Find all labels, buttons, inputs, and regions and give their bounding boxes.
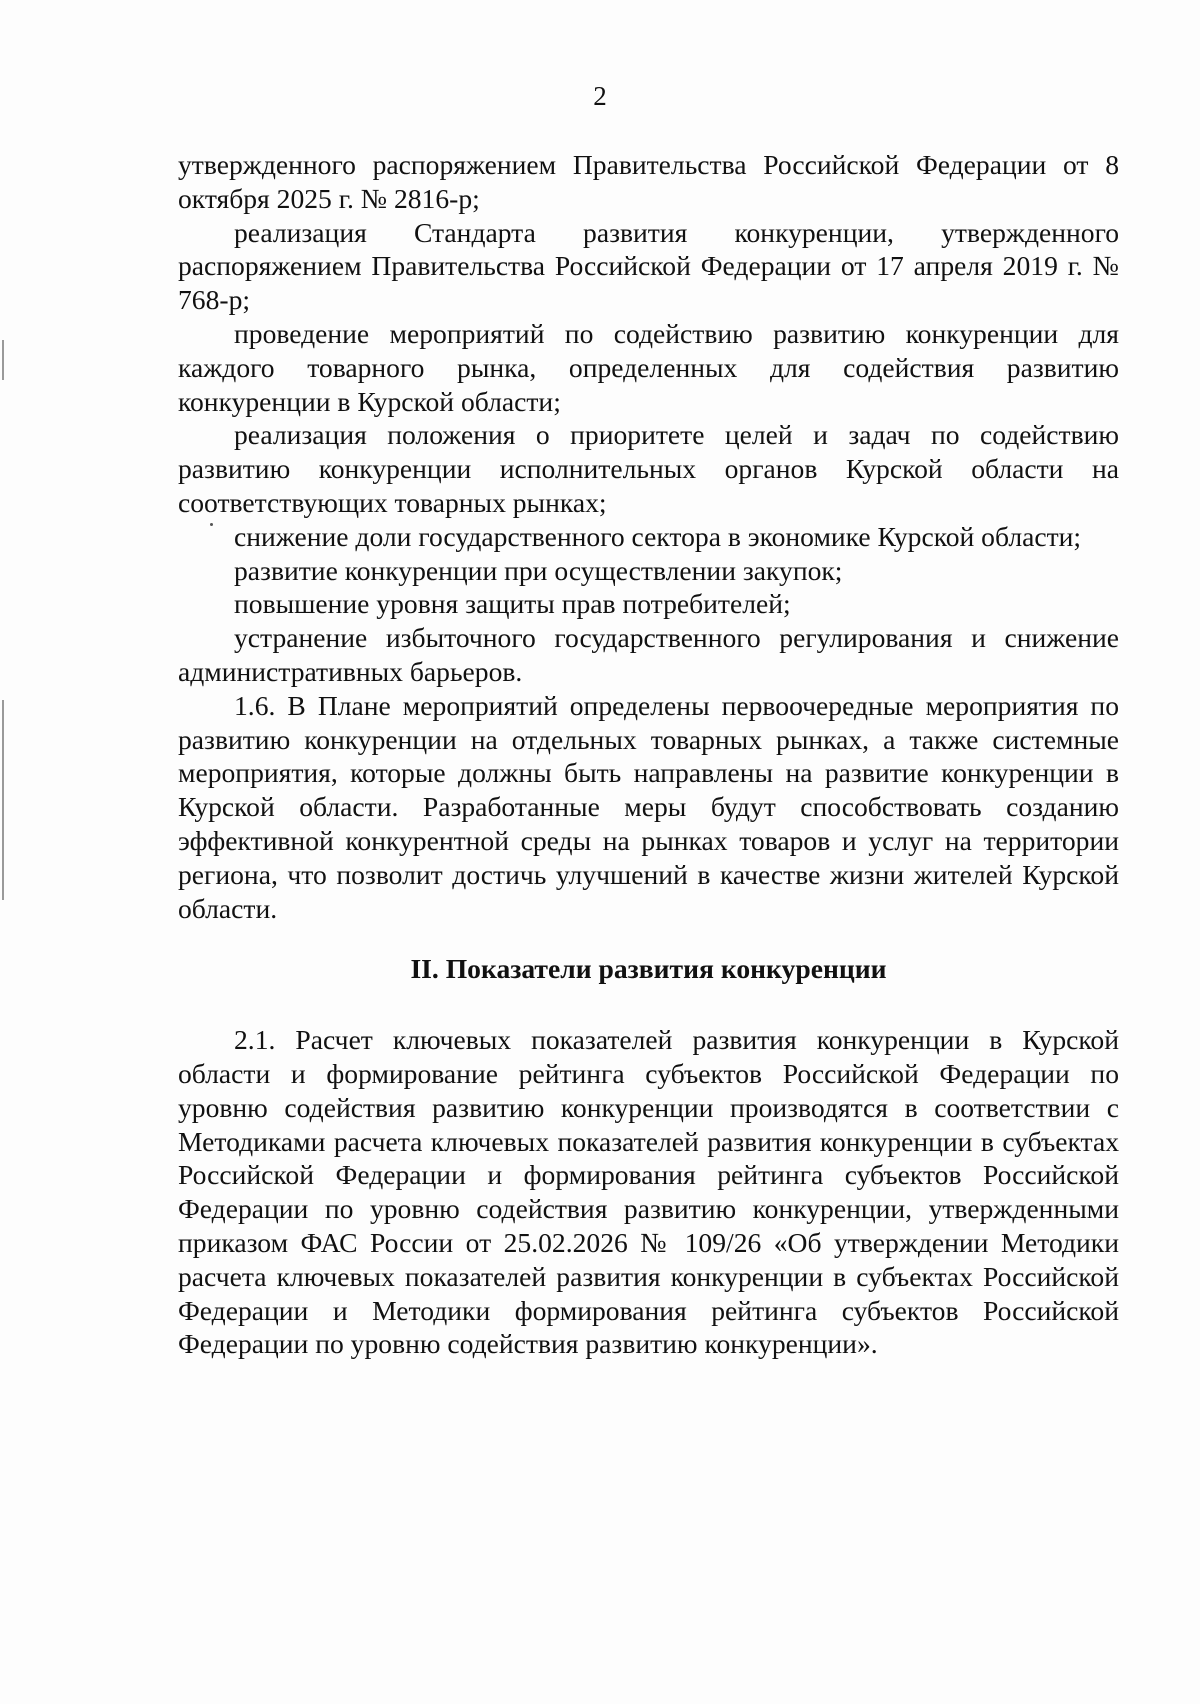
paragraph: устранение избыточного государственного регулирования и снижение административных барьеров.	[178, 622, 1119, 687]
paragraph-continuation: утвержденного распоряжением Правительства Российской Федерации от 8 октября 2025 г. № 2816-р;	[178, 149, 1119, 214]
paragraph: реализация положения о приоритете целей и задач по содействию развитию конкуренции исполнительных органов Курской области на соответствующих товарных рынках;	[178, 419, 1119, 518]
section-heading: II. Показатели развития конкуренции	[410, 953, 887, 985]
scan-edge-mark	[2, 700, 4, 900]
paragraph: реализация Стандарта развития конкуренции, утвержденного распоряжением Правительства Российской Федерации от 17 апреля 2019 г. № 768-р;	[178, 216, 1119, 316]
paragraph: снижение доли государственного сектора в экономике Курской области;	[234, 520, 1082, 552]
paragraph: 1.6. В Плане мероприятий определены первоочередные мероприятия по развитию конкуренции на отдельных товарных рынках, а также системные мероприятия, которые должны быть направлены на развитие конкуренции в Курской области. Разработанные меры будут способствовать созданию эффективной конкурентной среды на рынках товаров и услуг на территории региона, что позволит достичь улучшений в качестве жизни жителей Курской области.	[178, 689, 1119, 924]
scan-edge-mark	[2, 340, 4, 380]
paragraph: проведение мероприятий по содействию развитию конкуренции для каждого товарного рынка, определенных для содействия развитию конкуренции в Курской области;	[178, 317, 1119, 417]
document-body	[178, 148, 1119, 1361]
paragraph: повышение уровня защиты прав потребителей;	[234, 588, 791, 620]
page-number: 2	[593, 81, 607, 111]
paragraph: развитие конкуренции при осуществлении закупок;	[234, 554, 843, 586]
paragraph: 2.1. Расчет ключевых показателей развития конкуренции в Курской области и формирование рейтинга субъектов Российской Федерации по уровню содействия развитию конкуренции производятся в соответствии с Методиками расчета ключевых показателей развития конкуренции в субъектах Российской Федерации и формирования рейтинга субъектов Российской Федерации по уровню содействия развитию конкуренции, утвержденными приказом ФАС России от 25.02.2026 № 109/26 «Об утверждении Методики расчета ключевых показателей развития конкуренции в субъектах Российской Федерации и Методики формирования рейтинга субъектов Российской Федерации по уровню содействия развитию конкуренции».	[178, 1024, 1119, 1360]
